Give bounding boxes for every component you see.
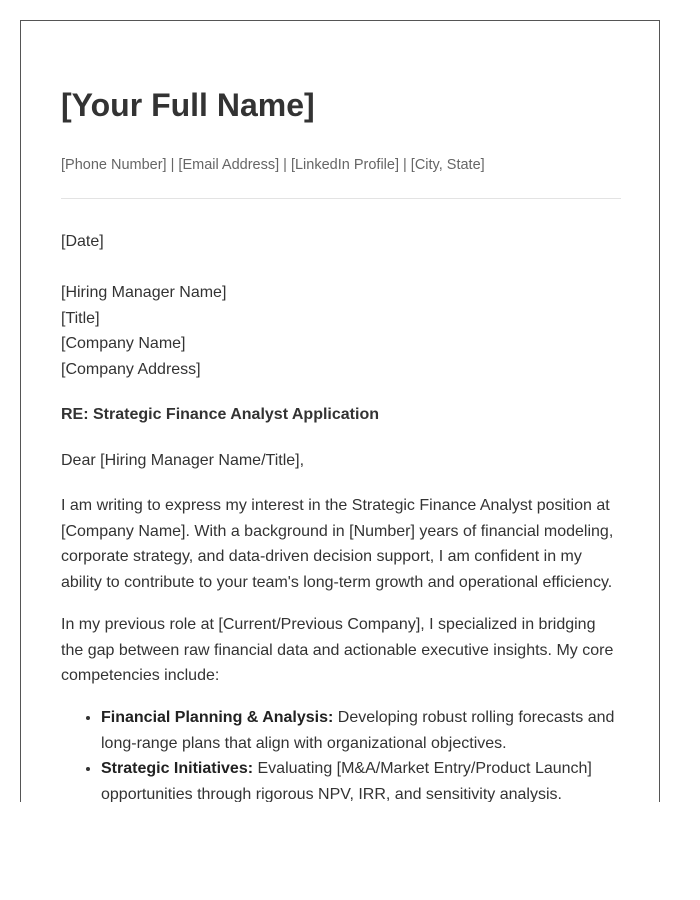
recipient-company: [Company Name]: [61, 335, 186, 353]
competencies-list: [61, 705, 621, 802]
body-paragraph-intro: I am writing to express my interest in the Strategic Finance Analyst position at [Company Name]. With a background in [Number] years of financial modeling, corporate strategy, and data-driven decision support, I am confident in my ability to contribute to your team's long-term growth and operational efficiency.: [61, 497, 614, 591]
subject-line: RE: Strategic Finance Analyst Application: [61, 406, 379, 423]
competency-title: Financial Planning & Analysis:: [101, 709, 334, 726]
competency-text: Developing robust rolling forecasts and long-range plans that align with organizational objectives.: [101, 709, 615, 752]
contact-line: [Phone Number] | [Email Address] | [LinkedIn Profile] | [City, State]: [61, 157, 485, 173]
salutation: Dear [Hiring Manager Name/Title],: [61, 452, 305, 469]
list-item: [101, 705, 621, 756]
body-paragraph-experience: In my previous role at [Current/Previous Company], I specialized in bridging the gap between raw financial data and actionable executive insights. My core competencies include:: [61, 616, 614, 685]
recipient-company-address: [Company Address]: [61, 360, 201, 378]
recipient-title: [Title]: [61, 309, 100, 327]
list-item: [101, 756, 621, 802]
competency-title: Strategic Initiatives:: [101, 760, 254, 778]
header-divider: [61, 198, 621, 199]
recipient-name: [Hiring Manager Name]: [61, 284, 227, 301]
applicant-name: [Your Full Name]: [61, 87, 315, 123]
letter-date: [Date]: [61, 233, 104, 250]
recipient-address: [61, 280, 621, 382]
letter-page: [20, 20, 660, 802]
competency-text: Evaluating [M&A/Market Entry/Product Launch] opportunities through rigorous NPV, IRR, and sensitivity analysis.: [101, 760, 592, 802]
